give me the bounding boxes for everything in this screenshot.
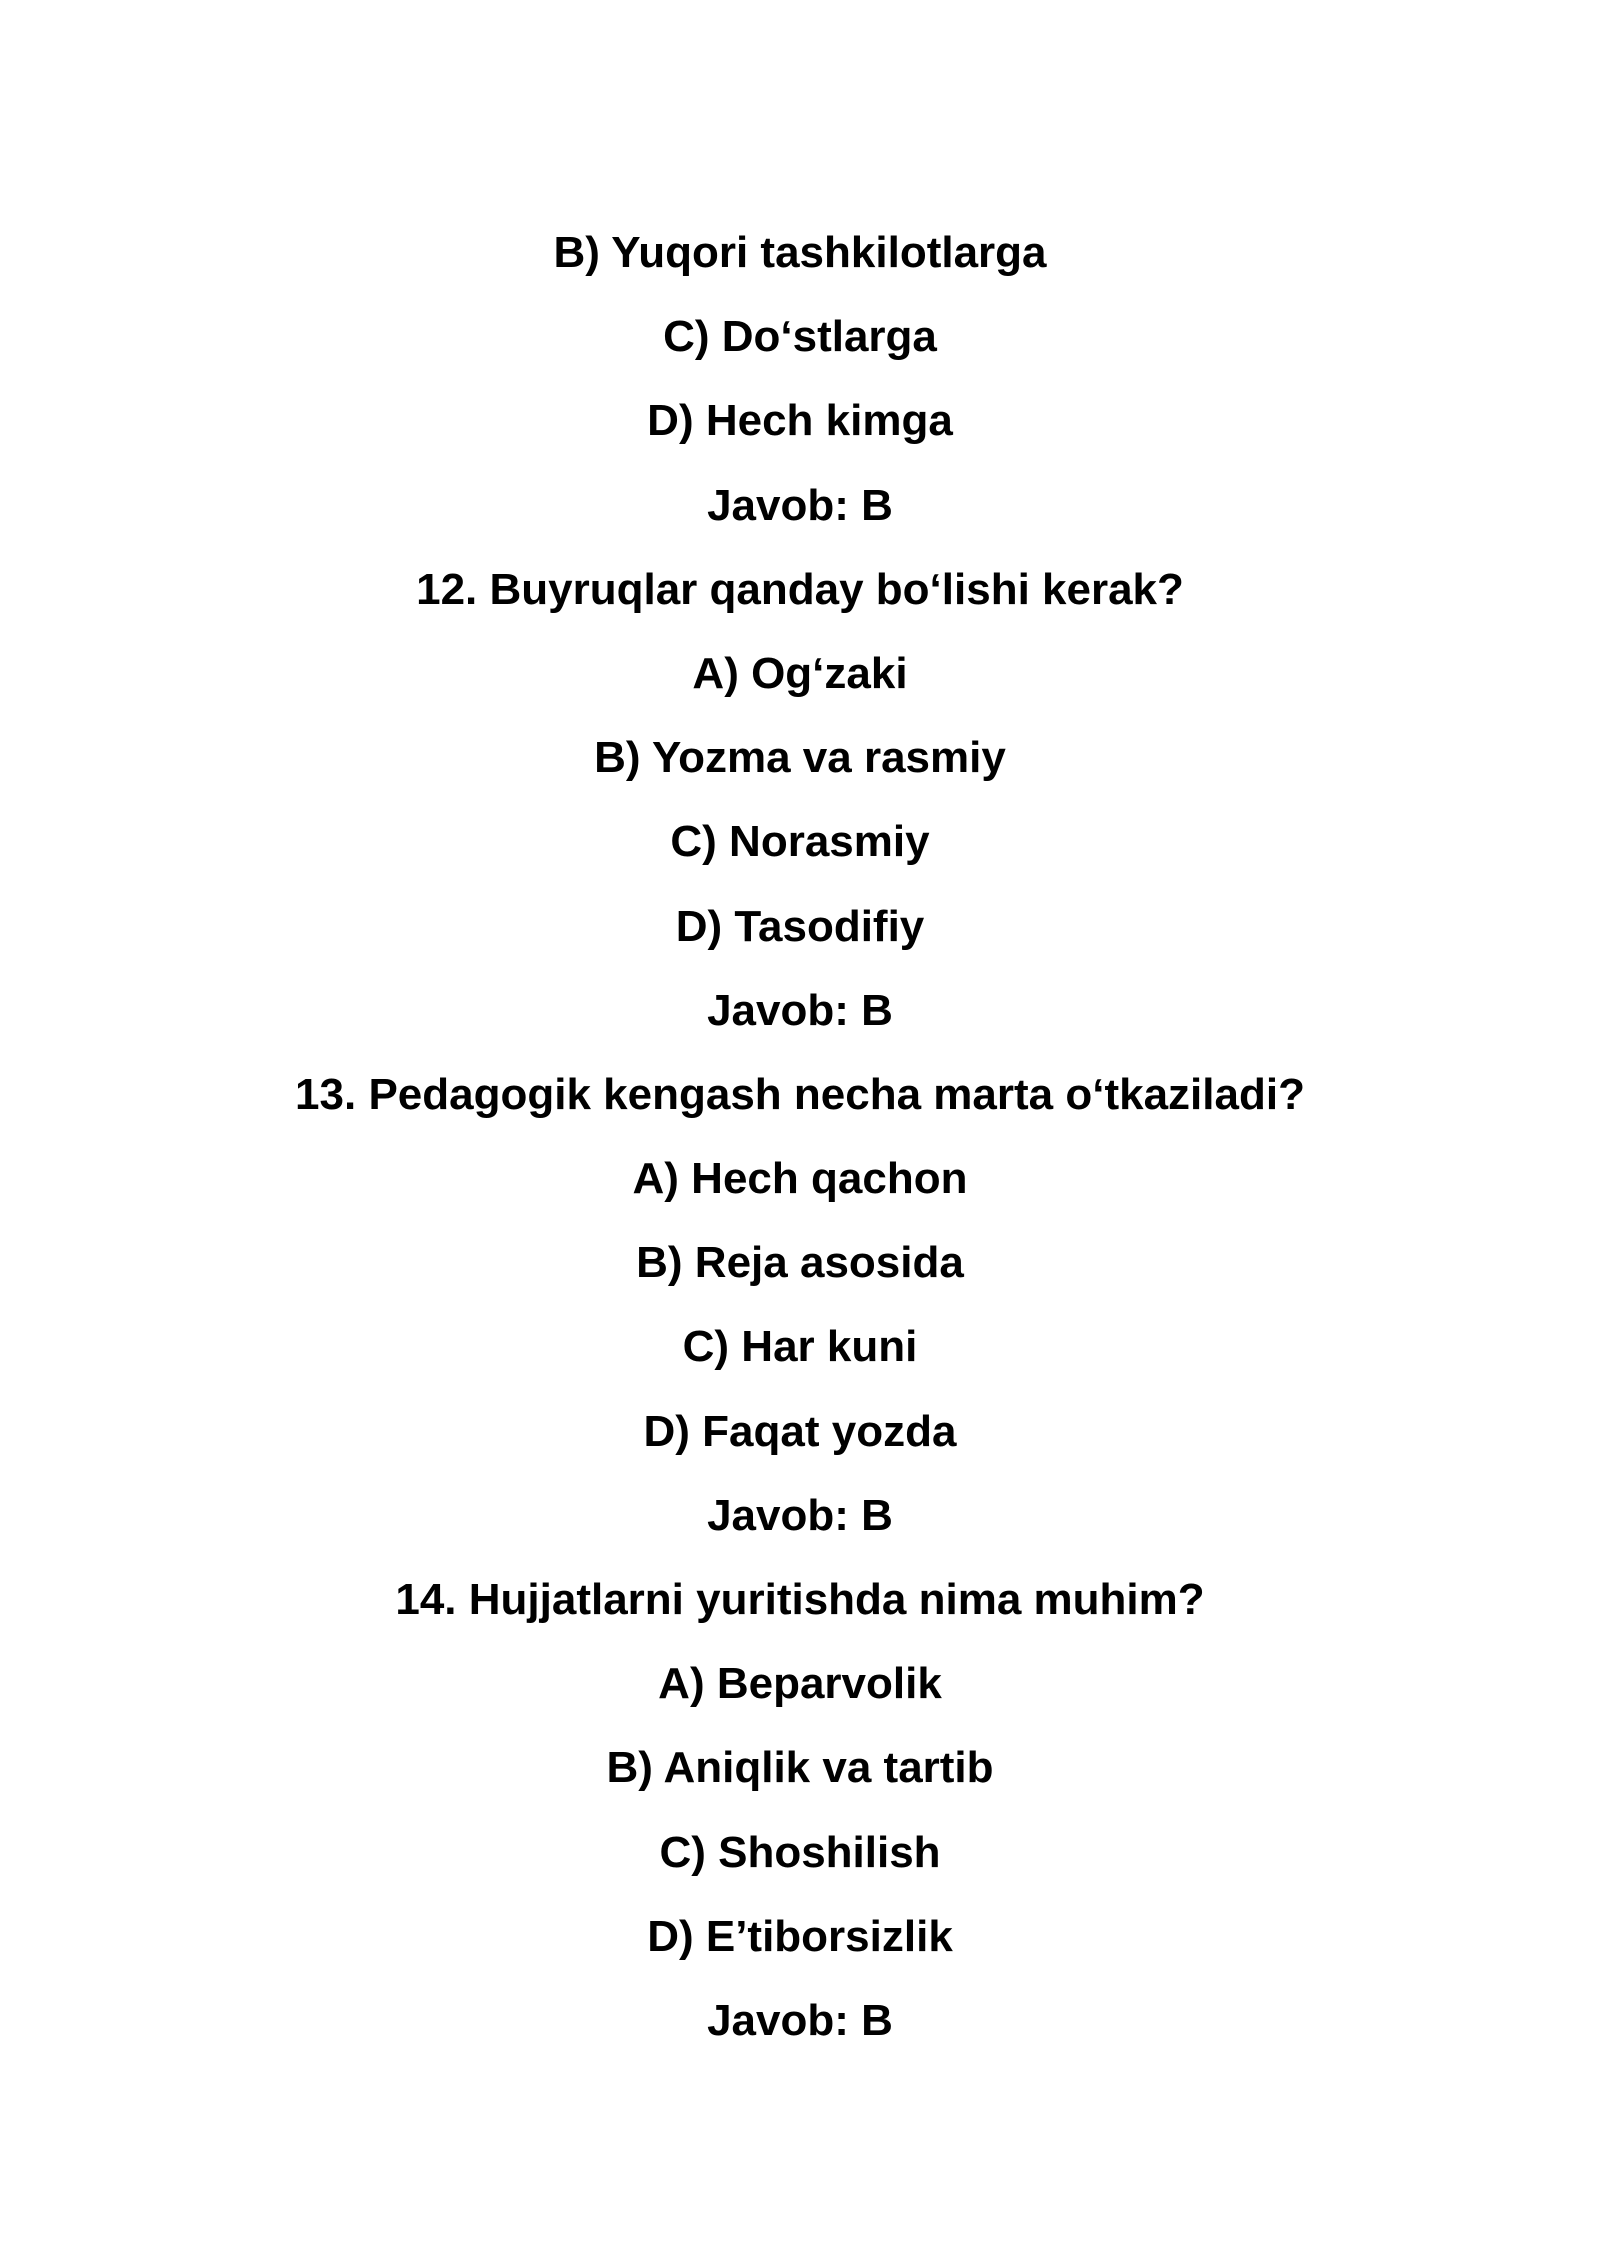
answer-option: C) Doʻstlarga <box>663 312 937 362</box>
answer-key: Javob: B <box>707 985 893 1035</box>
answer-option: A) Ogʻzaki <box>692 648 908 698</box>
question-text: 13. Pedagogik kengash necha marta oʻtkaziladi? <box>295 1069 1305 1119</box>
question-list <box>0 218 1600 2070</box>
answer-option: A) Beparvolik <box>658 1659 942 1709</box>
answer-option: C) Norasmiy <box>670 817 930 867</box>
answer-option: B) Yozma va rasmiy <box>594 733 1006 783</box>
answer-option: D) Faqat yozda <box>643 1406 957 1456</box>
answer-option: C) Har kuni <box>682 1322 918 1372</box>
answer-option: B) Yuqori tashkilotlarga <box>553 228 1047 277</box>
answer-option: D) Tasodifiy <box>675 901 925 951</box>
answer-option: B) Reja asosida <box>636 1238 964 1288</box>
answer-key: Javob: B <box>707 480 893 530</box>
answer-option: C) Shoshilish <box>659 1827 941 1877</box>
answer-key: Javob: B <box>707 1995 893 2045</box>
answer-option: D) E’tiborsizlik <box>647 1911 953 1961</box>
question-text: 14. Hujjatlarni yuritishda nima muhim? <box>395 1575 1205 1624</box>
answer-option: D) Hech kimga <box>647 396 953 446</box>
answer-option: B) Aniqlik va tartib <box>606 1743 994 1793</box>
answer-key: Javob: B <box>707 1490 893 1540</box>
answer-option: A) Hech qachon <box>632 1154 968 1204</box>
question-text: 12. Buyruqlar qanday boʻlishi kerak? <box>416 564 1184 614</box>
